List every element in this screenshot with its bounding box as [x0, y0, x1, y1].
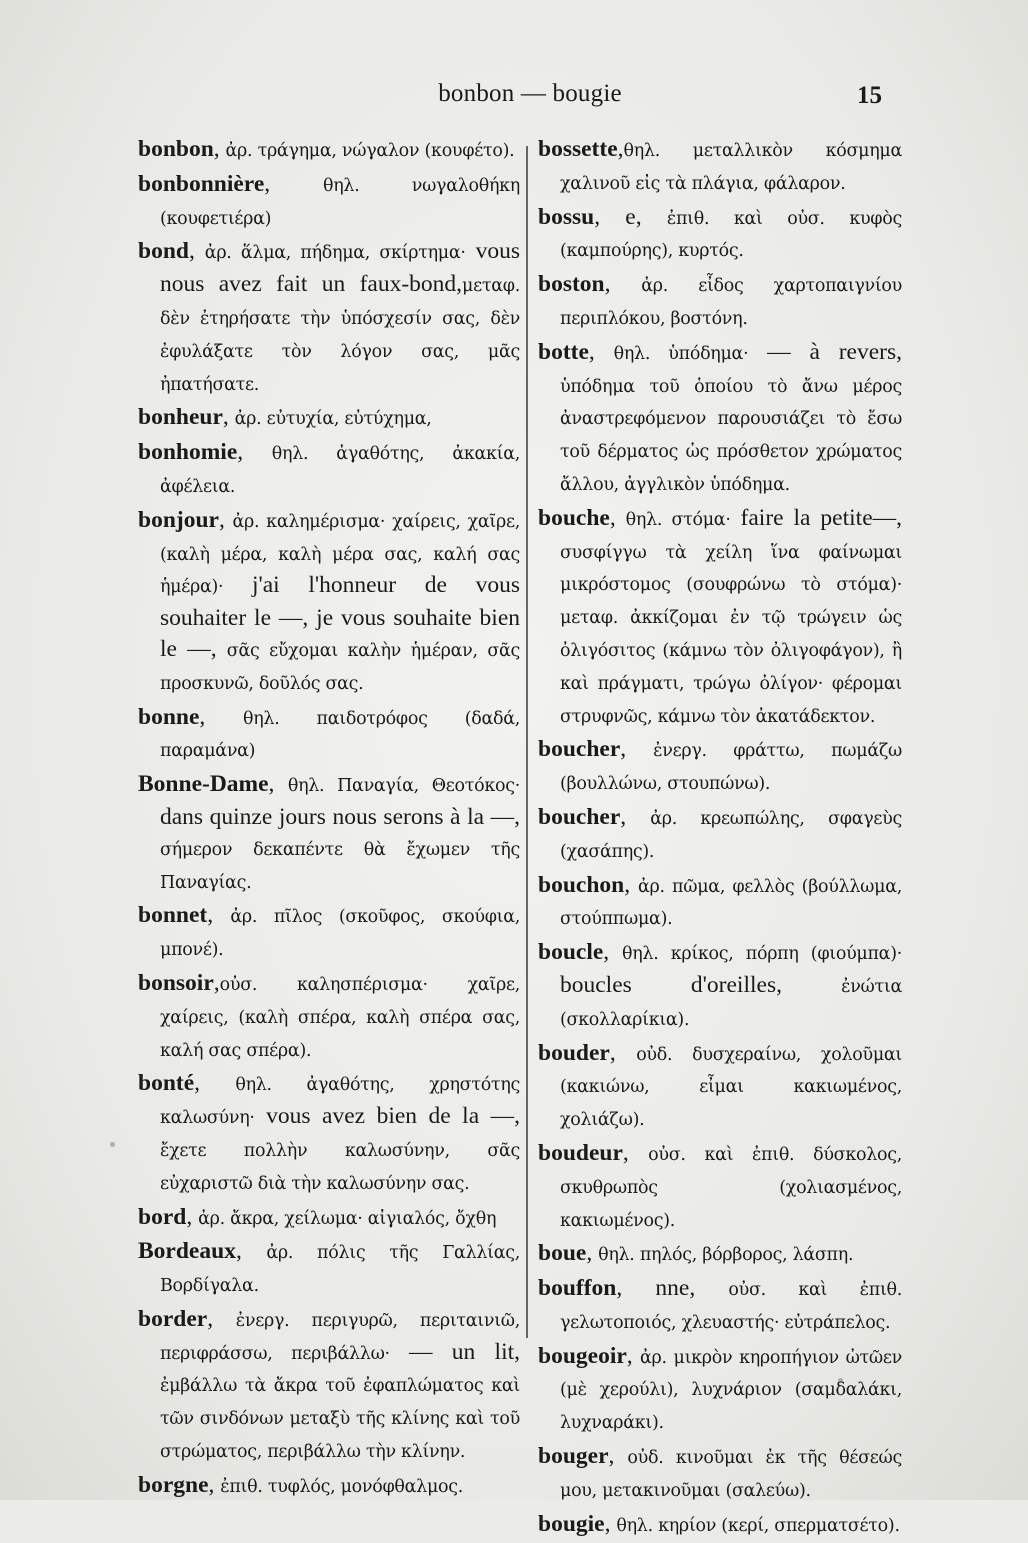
dictionary-entry	[138, 968, 520, 1066]
page-number: 15	[857, 82, 882, 109]
dictionary-entry	[538, 870, 902, 936]
french-text: ,	[622, 1139, 649, 1166]
french-text: ,	[624, 871, 638, 898]
dictionary-entry	[138, 900, 520, 966]
headword: bossu	[538, 203, 595, 230]
french-text: ,	[604, 271, 642, 298]
greek-definition: ἀρ. ἄκρα, χείλωμα· αἰγιαλός, ὄχθη	[198, 1208, 497, 1229]
paper-speck	[110, 1142, 115, 1147]
french-text: ,	[609, 504, 626, 531]
headword: bonsoir	[138, 969, 214, 996]
dictionary-entry	[138, 1470, 520, 1503]
dictionary-entry	[538, 734, 902, 800]
greek-definition: θηλ. ἀγαθότης, ἀκακία, ἀφέλεια.	[160, 444, 520, 497]
french-text: ,	[620, 736, 654, 763]
headword: boucher	[538, 803, 621, 830]
french-example: faire la petite—,	[730, 504, 903, 531]
headword: bonjour	[138, 506, 219, 533]
greek-translation: σήμερον δεκαπέντε θὰ ἔχωμεν τῆς Παναγίας.	[160, 839, 520, 893]
french-example: boucles d'oreilles,	[560, 971, 842, 998]
french-text: ,	[213, 969, 220, 996]
headword: bonté	[138, 1070, 195, 1097]
french-text: ,	[603, 939, 622, 966]
dictionary-entry	[538, 802, 902, 868]
greek-definition: θηλ. ἀγαθότης, χρηστότης καλωσύνη·	[160, 1075, 521, 1129]
french-text: ,	[588, 338, 614, 365]
headword: bonheur	[138, 404, 223, 431]
french-text: ,	[188, 238, 205, 265]
dictionary-entry	[538, 1341, 902, 1439]
french-text: ,	[218, 506, 233, 533]
dictionary-entry	[138, 134, 520, 167]
paper-speck	[838, 1378, 843, 1383]
headword: boue	[538, 1240, 587, 1267]
greek-definition: ἀρ. τράγημα, νώγαλον (κουφέτο).	[225, 141, 515, 161]
dictionary-entry	[538, 269, 902, 335]
dictionary-entry	[138, 1236, 520, 1302]
greek-translation: ὑπόδημα τοῦ ὁποίου τὸ ἄνω μέρος ἀναστρεφόμενον παρουσιάζει τὸ ἔσω τοῦ δέρματος ὡς πρόσθετον χρώματος ἄλλου, ἀγγλικὸν ὑπόδημα.	[560, 376, 902, 495]
dictionary-entry	[538, 1238, 902, 1271]
greek-definition: θηλ. στόμα·	[625, 509, 731, 530]
greek-definition: ἐπιθ. καὶ οὐσ. κυφὸς (καμπούρης), κυρτός.	[560, 208, 902, 262]
greek-definition: ἀρ. πόλις τῆς Γαλλίας, Βορδίγαλα.	[160, 1243, 521, 1297]
greek-definition: οὐσ. καλησπέρισμα· χαῖρε, χαίρεις, (καλὴ σπέρα, καλὴ σπέρα σας, καλή σας σπέρα).	[160, 974, 520, 1061]
greek-definition: θηλ. νωγαλοθήκη (κουφετιέρα)	[160, 175, 520, 229]
column-divider	[526, 146, 528, 1338]
headword: boudeur	[538, 1139, 623, 1166]
headword: bond	[138, 238, 189, 265]
headword: bougeoir	[538, 1342, 627, 1369]
french-text: ,	[207, 1305, 236, 1332]
french-text: ,	[264, 170, 323, 197]
greek-translation: ἔχετε πολλὴν καλωσύνην, σᾶς εὐχαριστῶ διὰ τὴν καλωσύνην σας.	[160, 1140, 520, 1194]
greek-definition: οὐδ. δυσχεραίνω, χολοῦμαι (κακιώνω, εἶμαι κακιωμένος, χολιάζω).	[560, 1044, 902, 1131]
greek-definition: ἐνεργ. περιγυρῶ, περιταινιῶ, περιφράσσω, περιβάλλω·	[160, 1310, 520, 1364]
dictionary-entry	[538, 337, 902, 501]
french-text: , e,	[594, 203, 667, 230]
dictionary-entry	[138, 437, 520, 503]
french-text: ,	[604, 1510, 617, 1537]
greek-translation: ἐνώτια (σκολλαρίκια).	[560, 976, 902, 1030]
greek-translation: σᾶς εὔχομαι καλὴν ἡμέραν, σᾶς προσκυνῶ, δοῦλός σας.	[160, 640, 520, 694]
headword: bonhomie	[138, 439, 238, 466]
headword: Bonne-Dame	[138, 771, 269, 798]
dictionary-entry	[538, 503, 902, 733]
headword: boston	[538, 271, 605, 298]
french-text: ,	[194, 1070, 236, 1097]
french-text: ,	[235, 1238, 267, 1265]
greek-definition: οὐσ. καὶ ἐπιθ. δύσκολος, σκυθρωπὸς (χολιασμένος, κακιωμένος).	[560, 1144, 902, 1231]
dictionary-entry	[538, 1273, 902, 1339]
french-text: ,	[207, 902, 231, 929]
headword: boucle	[538, 939, 604, 966]
headword: Bordeaux	[138, 1238, 236, 1265]
french-example: dans quinze jours nous serons à la —,	[160, 803, 520, 830]
french-text: ,	[617, 136, 624, 162]
french-text: ,	[626, 1342, 641, 1369]
dictionary-entry	[538, 1441, 902, 1507]
french-text: , nne,	[616, 1275, 729, 1302]
greek-definition: ἀρ. εἶδος χαρτοπαιγνίου περιπλόκου, βοστόνη.	[560, 276, 903, 329]
dictionary-entry	[538, 937, 902, 1035]
dictionary-entry	[138, 1068, 520, 1199]
greek-definition: ἀρ. πῶμα, φελλὸς (βούλλωμα, στούππωμα).	[560, 876, 903, 930]
dictionary-entry	[138, 236, 520, 400]
headword: bonbonnière	[138, 170, 265, 197]
dictionary-entry	[538, 134, 902, 200]
french-text: ,	[199, 703, 243, 730]
greek-definition: ἀρ. καλημέρισμα· χαίρεις, χαῖρε, (καλὴ μέρα, καλὴ μέρα σας, καλή σας ἡμέρα)·	[160, 511, 520, 598]
greek-definition: θηλ. παιδοτρόφος (δαδά, παραμάνα)	[160, 708, 520, 762]
french-example: — un lit,	[389, 1338, 521, 1365]
french-text: ,	[237, 439, 272, 466]
french-example: — à revers,	[748, 338, 903, 365]
dictionary-entry	[138, 402, 520, 435]
greek-definition: ἀρ. κρεωπώλης, σφαγεὺς (χασάπης).	[560, 808, 903, 862]
greek-definition: ἀρ. ἅλμα, πήδημα, σκίρτημα·	[204, 243, 466, 264]
dictionary-entry	[138, 702, 520, 768]
dictionary-entry	[138, 169, 520, 235]
greek-definition: ἐπιθ. τυφλός, μονόφθαλμος.	[220, 1476, 464, 1497]
dictionary-entry	[538, 1038, 902, 1136]
dictionary-entry	[538, 1138, 902, 1236]
dictionary-entry	[138, 505, 520, 700]
dictionary-entry	[138, 1202, 520, 1235]
greek-definition: θηλ. ὑπόδημα·	[613, 343, 749, 364]
french-text: ,	[268, 771, 288, 798]
dictionary-entry	[138, 769, 520, 898]
french-text: ,	[213, 136, 226, 162]
headword: bossette	[538, 136, 618, 162]
french-example: j'ai l'honneur de vous souhaiter le —, je vous souhaite bien le —,	[160, 572, 520, 662]
right-column	[538, 134, 902, 1543]
greek-definition: θηλ. μεταλλικὸν κόσμημα χαλινοῦ εἰς τὰ πλάγια, φάλαρον.	[560, 141, 902, 194]
greek-definition: οὐσ. καὶ ἐπιθ. γελωτοποιός, χλευαστής· εὐτράπελος.	[560, 1280, 903, 1333]
greek-definition: θηλ. πηλός, βόρβορος, λάσπη.	[598, 1245, 854, 1266]
french-text: ,	[609, 1039, 637, 1066]
french-example: vous nous avez fait un faux-bond,	[160, 238, 520, 298]
french-text: ,	[208, 1471, 221, 1498]
french-example: vous avez bien de la —,	[254, 1103, 520, 1130]
headword: bouffon	[538, 1275, 617, 1302]
headword: bougie	[538, 1510, 605, 1537]
headword: bouder	[538, 1039, 610, 1066]
headword: bouger	[538, 1443, 609, 1470]
headword: bouche	[538, 504, 610, 531]
greek-definition: θηλ. κηρίον (κερί, σπερματσέτο).	[616, 1515, 900, 1536]
headword: bonbon	[138, 136, 214, 162]
dictionary-entry	[538, 1509, 902, 1542]
headword: borgne	[138, 1471, 209, 1498]
greek-definition: ἀρ. πῖλος (σκοῦφος, σκούφια, μπονέ).	[160, 907, 520, 961]
greek-translation: συσφίγγω τὰ χείλη ἵνα φαίνωμαι μικρόστομος (σουφρώνω τὸ στόμα)· μεταφ. ἀκκίζομαι ἐν τῷ τρώγειν ὡς ὀλιγόσιτος (κάμνω τὸν ὀλιγοφάγον), ἢ καὶ πράγματι, τρώγω ὀλίγον· φέρομαι στρυφνῶς, κάμνω τὸν ἀκατάδεκτον.	[560, 542, 902, 727]
greek-definition: θηλ. κρίκος, πόρπη (φιούμπα)·	[622, 944, 902, 965]
greek-definition: ἐνεργ. φράττω, πωμάζω (βουλλώνω, στουπώνω).	[560, 741, 902, 795]
greek-definition: θηλ. Παναγία, Θεοτόκος·	[287, 776, 521, 797]
greek-translation: μεταφ. δὲν ἐτηρήσατε τὴν ὑπόσχεσίν σας, δὲν ἐφυλάξατε τὸν λόγον σας, μᾶς ἠπατήσατε.	[160, 276, 520, 395]
headword: border	[138, 1305, 208, 1332]
dictionary-entry	[538, 202, 902, 268]
dictionary-entry	[138, 1304, 520, 1468]
greek-definition: ἀρ. μικρὸν κηροπήγιον ὠτῶεν (μὲ χερούλι), λυχνάριον (σαμδαλάκι, λυχναράκι).	[560, 1347, 903, 1434]
headword: bouchon	[538, 871, 625, 898]
running-head	[0, 80, 1028, 110]
french-text: ,	[586, 1240, 599, 1267]
french-text: ,	[608, 1443, 628, 1470]
running-title: bonbon — bougie	[438, 80, 622, 107]
headword: boucher	[538, 736, 621, 763]
greek-translation: ἐμβάλλω τὰ ἄκρα τοῦ ἐφαπλώματος καὶ τῶν σινδόνων μεταξὺ τῆς κλίνης καὶ τοῦ στρώματος, περιβάλλω τὴν κλίνην.	[160, 1376, 520, 1463]
headword: botte	[538, 338, 589, 365]
french-text: ,	[222, 404, 235, 431]
greek-definition: οὐδ. κινοῦμαι ἐκ τῆς θέσεώς μου, μετακινοῦμαι (σαλεύω).	[560, 1448, 902, 1501]
greek-definition: ἀρ. εὐτυχία, εὐτύχημα,	[234, 409, 432, 430]
french-text: ,	[186, 1203, 199, 1230]
french-text: ,	[620, 803, 651, 830]
headword: bonnet	[138, 902, 208, 929]
headword: bord	[138, 1203, 187, 1230]
headword: bonne	[138, 703, 200, 730]
left-column	[138, 134, 520, 1505]
